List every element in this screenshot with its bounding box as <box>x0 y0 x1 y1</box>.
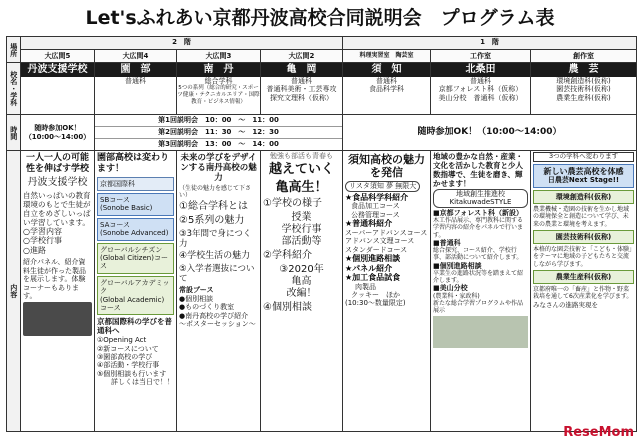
session-time: 第3回説明会 13：00 〜 14：00 <box>158 140 279 148</box>
course-text: 普通科 <box>376 77 397 85</box>
kameoka-big1: 越えていく <box>268 162 334 178</box>
tanba-list-item: ○学校行事 <box>23 236 62 246</box>
shuchi-brand: リスタ須知 夢 無限大 <box>345 181 420 191</box>
school-name: 須 知 <box>343 63 430 77</box>
course-text: 普通科 <box>470 77 491 85</box>
nantan-booth-item: ●ものづくり教室 <box>179 303 235 312</box>
school-label: 校名・学科 <box>7 63 21 115</box>
sonobe-sb-sub: (Sonobe Basic) <box>100 204 153 213</box>
sonobe-sa-sub: (Sonobe Advanced) <box>100 229 169 238</box>
products-photo <box>23 302 92 336</box>
kameoka-list-item: ③2020年 <box>279 263 324 275</box>
sonobe-ga-label: グローバルアカデミック <box>100 278 170 296</box>
nogei-text: 本格的な園芸技術と「こども・体験」をテーマに地域の子どもたちと交流しながら学びます。 <box>533 246 633 268</box>
session-times <box>95 115 343 151</box>
nogei-text: 京都府唯一の「畜産」と作物・野菜栽培を通して6次産業化を学びます。 <box>533 286 633 301</box>
kitakuwada-slogan2: KitakuwadeSTYLE <box>449 198 512 207</box>
page-title: Let'sふれあい京都丹波高校合同説明会 プログラム表 <box>85 7 555 29</box>
content-label: 内容 <box>7 151 21 432</box>
shuchi-item: スタンダードコース <box>345 245 408 254</box>
shuchi-item: 公務管理コース <box>351 210 400 219</box>
content-nogei <box>531 151 637 432</box>
content-kameoka <box>261 151 343 432</box>
school-name: 亀 岡 <box>261 63 342 77</box>
shuchi-item: (10:30〜数量限定) <box>345 299 406 308</box>
sonobe-sb-box <box>97 193 174 216</box>
nantan-booth-item: 〜ポスターセッション〜 <box>179 320 256 329</box>
sonobe-list-item: ②新コースについて <box>97 344 159 353</box>
session-time: 第2回説明会 11：30 〜 12：30 <box>95 127 342 139</box>
sonobe-list-item: ③園部高校の学び <box>97 353 153 362</box>
sonobe-intl-box: 京都国際科 <box>97 177 174 191</box>
nantan-list-item: ①総合学科とは <box>179 200 248 212</box>
school-name: 農 芸 <box>531 63 636 77</box>
school-name: 丹波支援学校 <box>21 63 94 77</box>
course-text: 普通科 <box>291 77 312 85</box>
nogei-footer: みなさんの進路実現を <box>533 301 598 310</box>
sonobe-list-item: ⑤個別相談も行います <box>97 369 167 378</box>
sonobe-gc-sub: (Global Citizen)コース <box>100 253 168 271</box>
kitakuwada-text: (農業科・家政科) <box>433 292 480 300</box>
tanba-name: 丹波支援学校 <box>27 176 88 188</box>
kitakuwada-text: 卒業生の進路状況等を踏まえて紹介します。 <box>433 269 524 285</box>
nantan-list-item: ⑤入学者選抜について <box>179 264 255 285</box>
nantan-list-item: ②5系列の魅力 <box>179 214 245 226</box>
kameoka-list-item: ②学科紹介 <box>263 249 312 261</box>
sonobe-list-item: ①Opening Act <box>97 336 147 345</box>
kitakuwada-text: 新たな総合学習プログラムや作品展示 <box>433 299 523 315</box>
floor-first: 1 階 <box>343 37 637 50</box>
session-time: 第1回説明会 10：00 〜 11：00 <box>95 115 342 127</box>
kameoka-list-item: 学校行事 <box>281 223 322 235</box>
shuchi-section: ★普通科紹介 <box>345 219 393 229</box>
time-label: 時間 <box>7 115 21 151</box>
nantan-heading: 未来の学びをデザインする南丹高校の魅力 <box>180 153 257 184</box>
place-cell: 大広間4 <box>95 50 177 63</box>
course-text: 園芸技術科(仮称) <box>556 85 611 94</box>
program-table <box>6 36 637 432</box>
kitakuwada-section: ■普通科 <box>433 238 461 247</box>
sonobe-sb-label: SBコース <box>100 195 130 204</box>
course-text: 環境創造科(仮称) <box>556 77 611 85</box>
kitakuwada-slogan <box>433 189 528 208</box>
sonobe-heading: 園部高校は変わります！ <box>97 153 170 174</box>
course-text: 京都フォレスト科（仮称） <box>438 85 523 94</box>
course-text: 5つの系列（総合的研究・スポーツ健康・テクニカルエリア・国際教育・ビジネス情報） <box>177 85 260 105</box>
sonobe-sa-box <box>97 218 174 241</box>
shuchi-section: ★食品科学科紹介 <box>345 192 409 202</box>
nantan-list-item: ④学校生活の魅力 <box>179 251 251 262</box>
kitakuwada-section: ■個別進路相談 <box>433 261 482 270</box>
sonobe-footer: 詳しくは当日で！！ <box>111 378 174 387</box>
content-shuchi <box>343 151 431 432</box>
nantan-booth-item: ●個別相談 <box>179 294 214 303</box>
course-text: 食品科学科 <box>369 85 404 94</box>
place-cell: 創作室 <box>531 50 637 63</box>
time-anytime-range: （10:00〜14:00） <box>24 132 91 141</box>
kitakuwada-section: ■京都フォレスト科（新設） <box>433 208 524 217</box>
kameoka-list-item: 改編！ <box>286 287 317 299</box>
content-tanba <box>21 151 95 432</box>
nogei-section: 農業生産科(仮称) <box>533 270 634 284</box>
school-name: 南 丹 <box>177 63 260 77</box>
place-label: 場所 <box>7 37 21 63</box>
kitakuwada-slogan1: 地域創生推進校 <box>456 190 505 198</box>
tanba-heading: 一人一人の可能性を伸ばす学校 <box>25 153 89 174</box>
time-anytime-text: 随時参加OK！ <box>34 124 81 133</box>
course-text: 普通科美術・工芸専攻 <box>266 85 337 94</box>
tanba-list-item: ○学習内容 <box>23 226 62 236</box>
nantan-list-item: ③3年間で身につく力 <box>179 228 252 250</box>
kameoka-list-item: 授業 <box>291 211 312 223</box>
sonobe-tail: 京都国際科の学びを普通科へ <box>97 317 172 336</box>
kameoka-heading: 勉強も部活も青春も <box>270 152 333 160</box>
kameoka-list-item: 部活動等 <box>281 235 322 247</box>
content-sonobe <box>95 151 177 432</box>
nantan-booth-item: ●南丹高校の学び紹介 <box>179 311 249 320</box>
shuchi-item: クッキー ほか <box>351 291 400 300</box>
nogei-banner <box>533 164 634 188</box>
sonobe-sa-label: SAコース <box>100 220 131 229</box>
shuchi-section: ★加工食品試食 <box>345 273 401 283</box>
shuchi-heading: 須知高校の魅力を発信 <box>348 153 425 180</box>
place-cell: 大広間2 <box>261 50 343 63</box>
tanba-list-item: ○進路 <box>23 245 46 255</box>
sonobe-gc-box <box>97 243 174 274</box>
kitakuwada-heading: 地域の豊かな自然・産業・文化を活かした教育と少人数指導で、生徒を磨き、輝かせます！ <box>433 152 523 188</box>
school-name: 園 部 <box>95 63 176 77</box>
tanba-footer: 紹介パネル、紹介資料生徒が作った製品を展示します。体験コーナーもあります。 <box>23 258 86 300</box>
nogei-banner1: 新しい農芸高校を体感 <box>543 166 624 176</box>
sonobe-gc-label: グローバルシチズン <box>100 245 163 254</box>
shuchi-section: ★パネル紹介 <box>345 263 393 273</box>
content-nantan <box>177 151 261 432</box>
nogei-heading: 3つの学科へ変わります <box>533 152 634 162</box>
place-cell: 工作室 <box>431 50 531 63</box>
kameoka-list-item: ④個別相談 <box>263 301 312 313</box>
floor-second: 2 階 <box>21 37 343 50</box>
kameoka-list-item: 亀高 <box>291 275 312 287</box>
nogei-section: 環境創造科(仮称) <box>533 190 634 204</box>
shuchi-item: 肉製品 <box>355 282 376 291</box>
kameoka-list-item: ①学校の様子 <box>263 197 322 209</box>
place-cell: 大広間5 <box>21 50 95 63</box>
sonobe-ga-box <box>97 276 174 316</box>
kitakuwada-text: 総合探究、コース紹介、学校行事、部活動について紹介します。 <box>433 247 523 262</box>
resemom-logo: ReseMom <box>563 425 634 440</box>
time-anytime-left <box>21 115 95 151</box>
course-text: 探究文理科（仮称） <box>270 93 333 102</box>
school-name: 北桑田 <box>431 63 530 77</box>
tanba-body: 自然いっぱいの教育環境のもとで生徒が自立をめざしいっぱい学習しています。 <box>23 190 91 227</box>
place-cell: 料理実習室 陶芸室 <box>343 50 431 63</box>
kameoka-big2: 亀高生！ <box>275 179 328 195</box>
course-text: 普通科 <box>125 77 146 85</box>
place-cell: 大広間3 <box>177 50 261 63</box>
nogei-text: 農業機械・造園の技術を生かし地域の環境保全と創造について学び、未来の農業と環境を考えます。 <box>533 206 630 228</box>
sonobe-ga-sub: (Global Academic)コース <box>100 295 165 312</box>
nantan-booth: 常設ブース <box>179 286 214 295</box>
kitakuwada-photo <box>433 316 528 348</box>
course-text: 美山分校 普通科（仮称） <box>438 93 523 102</box>
time-anytime-right: 随時参加OK！（10:00〜14:00） <box>343 115 637 151</box>
course-text: 農業生産科(仮称) <box>556 93 611 102</box>
kitakuwada-section: ■美山分校 <box>433 284 468 293</box>
kitakuwada-text: 木工作品展示、専門教科に関する学習内容の紹介をパネルで行います。 <box>433 217 524 239</box>
sonobe-list-item: ④部活動・学校行事 <box>97 361 160 370</box>
course-text: 総合学科 <box>204 77 233 85</box>
shuchi-item: スーパーアドバンスコース <box>345 228 428 237</box>
shuchi-item: 食品加工コース <box>351 202 400 211</box>
nantan-sub: （生徒の魅力を感じて下さい） <box>179 184 252 199</box>
shuchi-item: アドバンス文理コース <box>345 237 415 246</box>
nogei-banner2: 日農芸Next Stage!! <box>547 176 620 185</box>
shuchi-section: ★個別進路相談 <box>345 253 401 263</box>
content-kitakuwada <box>431 151 531 432</box>
nogei-section: 園芸技術科(仮称) <box>533 230 634 244</box>
